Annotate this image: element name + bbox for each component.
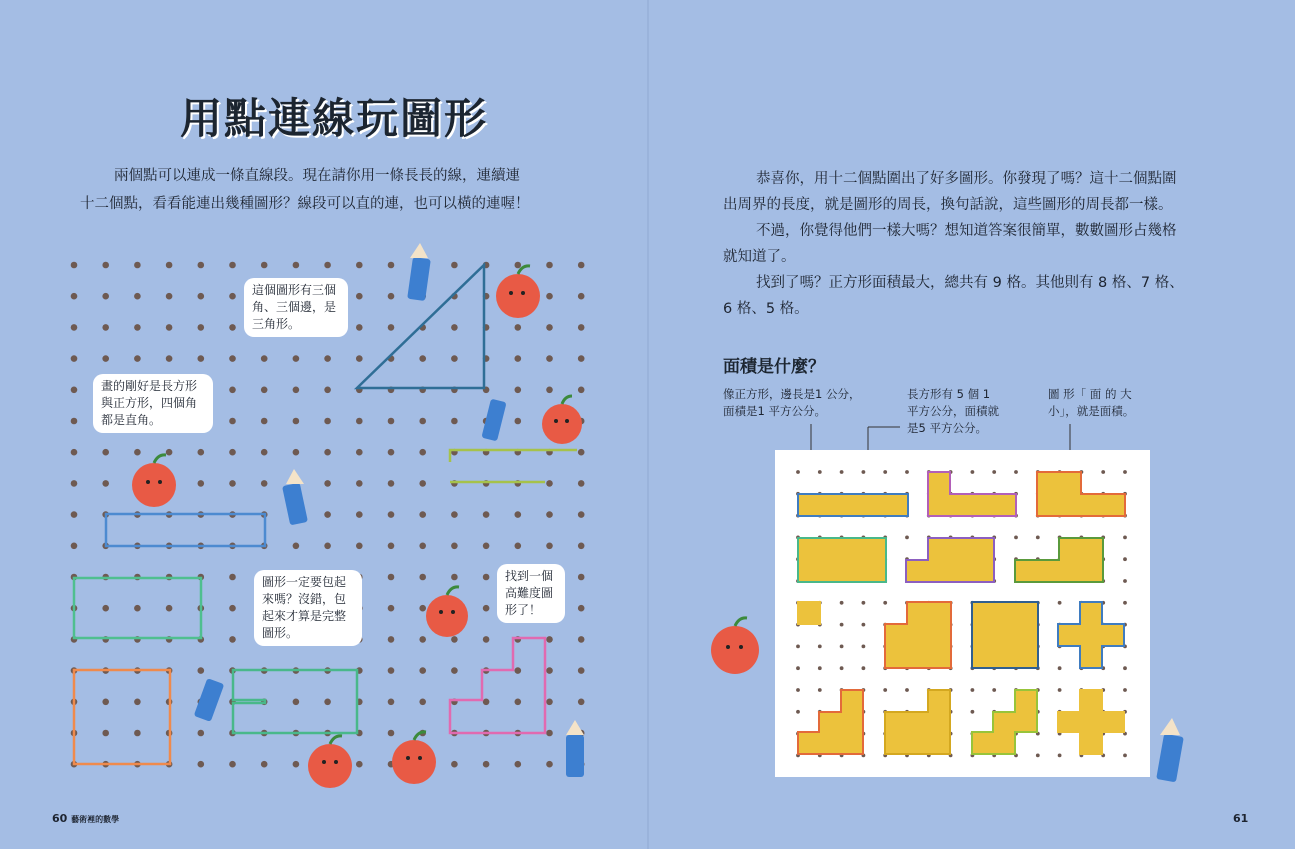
apple-character — [542, 396, 582, 444]
apple-character — [308, 736, 352, 788]
note-square: 像正方形，邊長是1 公分， 面積是1 平方公分。 — [723, 387, 861, 418]
pencil-character — [407, 243, 431, 301]
area-shape — [972, 690, 1037, 754]
pencil-character — [1156, 718, 1184, 782]
speech-bubble-closed: 圖形一定要包起 來嗎？沒錯，包 起來才算是完整 圖形。 — [254, 570, 362, 646]
area-diagram-panel — [775, 450, 1150, 777]
apple-character — [426, 587, 468, 637]
area-shape — [906, 538, 994, 582]
area-shape — [885, 602, 951, 668]
area-shape — [798, 602, 820, 624]
area-shapes — [775, 450, 1150, 777]
para2-line-2: 就知道了。 — [723, 249, 796, 265]
folio-right: 61 — [1233, 812, 1249, 825]
pencil-character — [566, 720, 584, 777]
apple-character — [132, 455, 176, 507]
note-size: 圖 形「 面 的 大 小」，就是面積。 — [1048, 387, 1135, 418]
note-rectangle: 長方形有 5 個 1 平方公分，面積就 是5 平方公分。 — [907, 387, 999, 435]
apple-character — [392, 732, 436, 784]
area-shape — [1058, 690, 1124, 754]
area-shape — [972, 602, 1038, 668]
area-shape — [798, 538, 886, 582]
page-title: 用點連線玩圖形 — [180, 94, 489, 143]
apple-character — [496, 266, 540, 318]
speech-bubble-rectangle: 畫的剛好是長方形 與正方形，四個角 都是直角。 — [93, 374, 213, 433]
para3-line-1: 找到了嗎？正方形面積最大，總共有 9 格。其他則有 8 格、7 格、 — [756, 275, 1184, 291]
speech-bubble-hard: 找到一個 高難度圖 形了！ — [497, 564, 565, 623]
section-heading: 面積是什麼？ — [723, 357, 825, 377]
area-shape — [1058, 602, 1124, 668]
para1-line-2: 出周界的長度，就是圖形的周長，換句話說，這些圖形的周長都一樣。 — [723, 197, 1173, 213]
area-shape — [798, 690, 863, 754]
intro-line-2: 十二個點，看看能連出幾種圖形？線段可以直的連，也可以橫的連喔！ — [80, 196, 530, 212]
lines-olive-shape — [450, 450, 577, 482]
para1-line-1: 恭喜你，用十二個點圍出了好多圖形。你發現了嗎？這十二個點圍 — [756, 171, 1177, 187]
area-shape — [885, 690, 950, 754]
folio-left: 60 藝術裡的數學 — [52, 812, 120, 825]
area-shape — [798, 494, 908, 516]
area-shape — [1015, 538, 1103, 582]
square-orange-shape — [74, 670, 170, 764]
polyline-pink-shape — [450, 638, 545, 733]
rectangle-blue-shape — [106, 514, 265, 546]
apple-character — [711, 618, 759, 674]
intro-line-1: 兩個點可以連成一條直線段。現在請你用一條長長的線，連續連 — [114, 168, 520, 184]
area-shape — [928, 472, 1016, 516]
para3-line-2: 6 格、5 格。 — [723, 301, 809, 317]
pencil-character — [282, 469, 308, 525]
speech-bubble-triangle: 這個圖形有三個 角、三個邊，是 三角形。 — [244, 278, 348, 337]
area-shape — [1037, 472, 1125, 516]
para2-line-1: 不過，你覺得他們一樣大嗎？想知道答案很簡單，數數圖形占幾格 — [756, 223, 1177, 239]
